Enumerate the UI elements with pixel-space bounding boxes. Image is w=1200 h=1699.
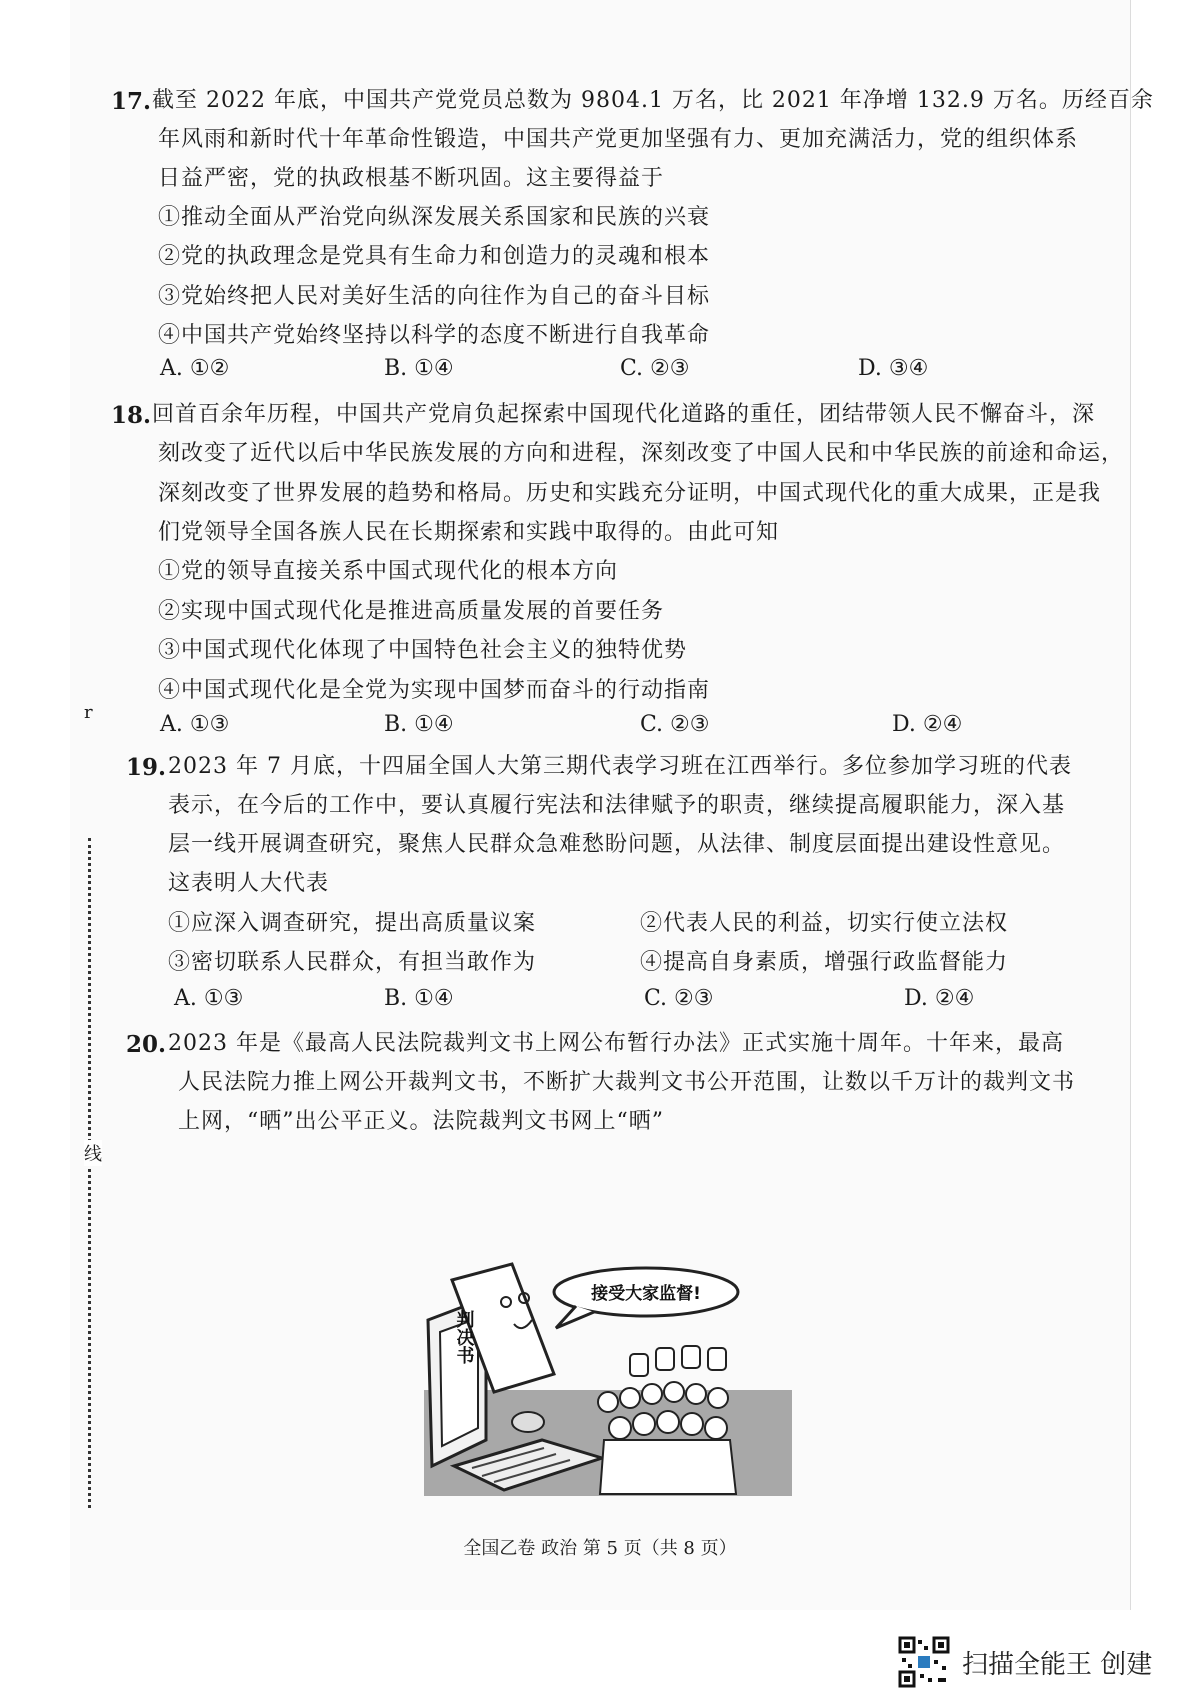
page-footer: 全国乙卷 政治 第 5 页（共 8 页） (463, 1538, 737, 1559)
question-text: 刻改变了近代以后中华民族发展的方向和进程，深刻改变了中国人民和中华民族的前途和命运， (158, 441, 1125, 466)
question-text: 人民法院力推上网公开裁判文书，不断扩大裁判文书公开范围，让数以千万计的裁判文书 (178, 1070, 1076, 1095)
margin-mark: r (84, 702, 93, 723)
option-b: B. ①④ (384, 712, 454, 737)
statement: ③中国式现代化体现了中国特色社会主义的独特优势 (158, 638, 688, 663)
option-c: C. ②③ (640, 712, 710, 737)
statement: ④中国式现代化是全党为实现中国梦而奋斗的行动指南 (158, 678, 711, 703)
option-c: C. ②③ (644, 986, 714, 1011)
crowd-icon (598, 1346, 736, 1494)
speech-text: 接受大家监督! (591, 1284, 701, 1304)
option-a: A. ①② (160, 356, 230, 381)
question-text: 们党领导全国各族人民在长期探索和实践中取得的。由此可知 (158, 520, 780, 545)
question-text: 2023 年是《最高人民法院裁判文书上网公布暂行办法》正式实施十周年。十年来，最高 (168, 1031, 1064, 1056)
question-text: 年风雨和新时代十年革命性锻造，中国共产党更加坚强有力、更加充满活力，党的组织体系 (158, 127, 1079, 152)
question-text: 这表明人大代表 (168, 871, 330, 896)
binding-dotted-line (88, 838, 95, 1508)
option-c: C. ②③ (620, 356, 690, 381)
mouse-icon (512, 1412, 544, 1432)
binding-line-label: 线 (84, 1140, 102, 1166)
question-text: 日益严密，党的执政根基不断巩固。这主要得益于 (158, 166, 665, 191)
option-a: A. ①③ (160, 712, 230, 737)
question-text: 截至 2022 年底，中国共产党党员总数为 9804.1 万名，比 2021 年净增 132.9 万名。历经百余 (152, 88, 1154, 113)
option-b: B. ①④ (384, 986, 454, 1011)
statement: ②党的执政理念是党具有生命力和创造力的灵魂和根本 (158, 244, 711, 269)
scanner-watermark: 扫描全能王 创建 (962, 1650, 1153, 1680)
document-label: 判决书 (453, 1310, 475, 1364)
statement: ④中国共产党始终坚持以科学的态度不断进行自我革命 (158, 323, 711, 348)
option-b: B. ①④ (384, 356, 454, 381)
question-text: 深刻改变了世界发展的趋势和格局。历史和实践充分证明，中国式现代化的重大成果，正是我 (158, 481, 1102, 506)
cartoon-illustration (424, 1262, 792, 1496)
statement: ①推动全面从严治党向纵深发展关系国家和民族的兴衰 (158, 205, 711, 230)
option-a: A. ①③ (174, 986, 244, 1011)
statement: ①党的领导直接关系中国式现代化的根本方向 (158, 559, 619, 584)
question-text: 2023 年 7 月底，十四届全国人大第三期代表学习班在江西举行。多位参加学习班的代表 (168, 754, 1072, 779)
question-number: 17. (111, 88, 152, 115)
question-number: 20. (126, 1031, 167, 1058)
statement: ④提高自身素质，增强行政监督能力 (640, 950, 1009, 975)
question-text: 表示，在今后的工作中，要认真履行宪法和法律赋予的职责，继续提高履职能力，深入基 (168, 793, 1066, 818)
option-d: D. ②④ (892, 712, 963, 737)
statement: ②代表人民的利益，切实行使立法权 (640, 911, 1009, 936)
statement: ①应深入调查研究，提出高质量议案 (168, 911, 537, 936)
question-text: 层一线开展调查研究，聚焦人民群众急难愁盼问题，从法律、制度层面提出建设性意见。 (168, 832, 1066, 857)
statement: ③密切联系人民群众，有担当敢作为 (168, 950, 537, 975)
qr-code-icon (898, 1636, 950, 1688)
question-text: 上网，“晒”出公平正义。法院裁判文书网上“晒” (178, 1109, 664, 1134)
question-number: 18. (111, 402, 152, 429)
question-number: 19. (126, 754, 167, 781)
question-text: 回首百余年历程，中国共产党肩负起探索中国现代化道路的重任，团结带领人民不懈奋斗，深 (152, 402, 1096, 427)
option-d: D. ②④ (904, 986, 975, 1011)
statement: ②实现中国式现代化是推进高质量发展的首要任务 (158, 599, 665, 624)
statement: ③党始终把人民对美好生活的向往作为自己的奋斗目标 (158, 284, 711, 309)
option-d: D. ③④ (858, 356, 929, 381)
